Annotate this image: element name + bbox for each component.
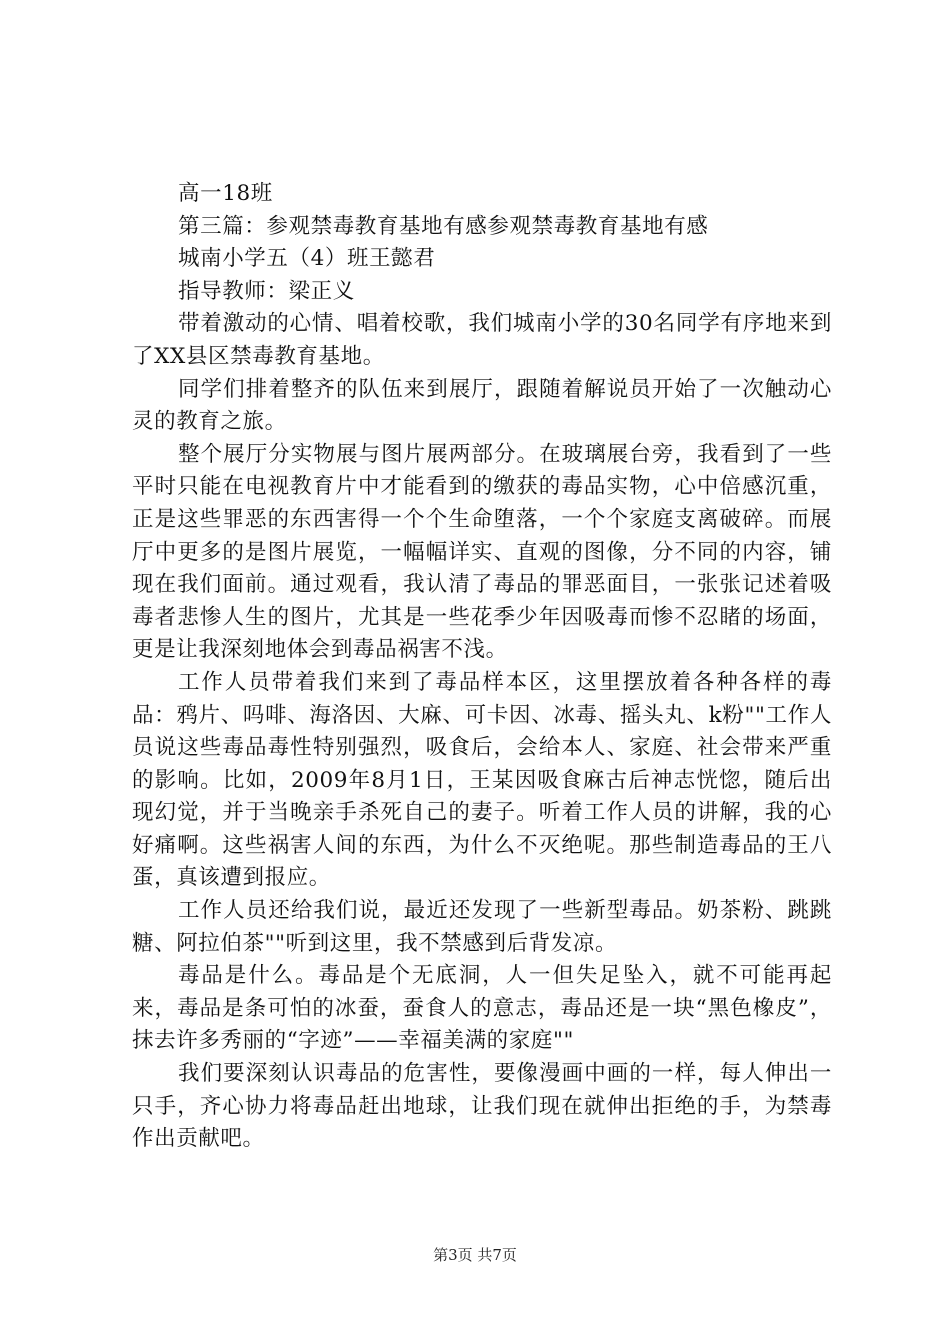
document-body — [132, 178, 832, 1156]
section-title: 第三篇：参观禁毒教育基地有感参观禁毒教育基地有感 — [178, 213, 709, 239]
author-line: 城南小学五（4）班王懿君 — [178, 246, 436, 272]
page-footer: 第3页 共7页 — [433, 1246, 517, 1264]
body-paragraph: 整个展厅分实物展与图片展两部分。在玻璃展台旁，我看到了一些平时只能在电视教育片中才能看到的缴获的毒品实物，心中倍感沉重，正是这些罪恶的东西害得一个个生命堕落，一个个家庭支离破碎。而展厅中更多的是图片展览，一幅幅详实、直观的图像，分不同的内容，铺现在我们面前。通过观看，我认清了毒品的罪恶面目，一张张记述着吸毒者悲惨人生的图片，尤其是一些花季少年因吸毒而惨不忍睹的场面，更是让我深刻地体会到毒品祸害不浅。 — [132, 441, 832, 663]
teacher-line: 指导教师：梁正义 — [178, 278, 355, 304]
body-paragraph: 工作人员还给我们说，最近还发现了一些新型毒品。奶茶粉、跳跳糖、阿拉伯茶""听到这里，我不禁感到后背发凉。 — [132, 898, 832, 956]
body-paragraph: 同学们排着整齐的队伍来到展厅，跟随着解说员开始了一次触动心灵的教育之旅。 — [132, 376, 832, 435]
body-paragraph: 工作人员带着我们来到了毒品样本区，这里摆放着各种各样的毒品：鸦片、吗啡、海洛因、大麻、可卡因、冰毒、摇头丸、k粉""工作人员说这些毒品毒性特别强烈，吸食后，会给本人、家庭、社会带来严重的影响。比如，2009年8月1日，王某因吸食麻古后神志恍惚，随后出现幻觉，并于当晚亲手杀死自己的妻子。听着工作人员的讲解，我的心好痛啊。这些祸害人间的东西，为什么不灭绝呢。那些制造毒品的王八蛋，真该遭到报应。 — [132, 669, 832, 891]
body-paragraph: 我们要深刻认识毒品的危害性，要像漫画中画的一样，每人伸出一只手，齐心协力将毒品赶出地球，让我们现在就伸出拒绝的手，为禁毒作出贡献吧。 — [132, 1061, 832, 1152]
body-paragraph: 毒品是什么。毒品是个无底洞，人一但失足坠入，就不可能再起来，毒品是条可怕的冰蚕，蚕食人的意志，毒品还是一块“黑色橡皮”，抹去许多秀丽的“字迹”——幸福美满的家庭"" — [132, 963, 832, 1054]
body-paragraph: 带着激动的心情、唱着校歌，我们城南小学的30名同学有序地来到了XX县区禁毒教育基地。 — [132, 311, 832, 369]
class-label: 高一18班 — [178, 181, 273, 206]
